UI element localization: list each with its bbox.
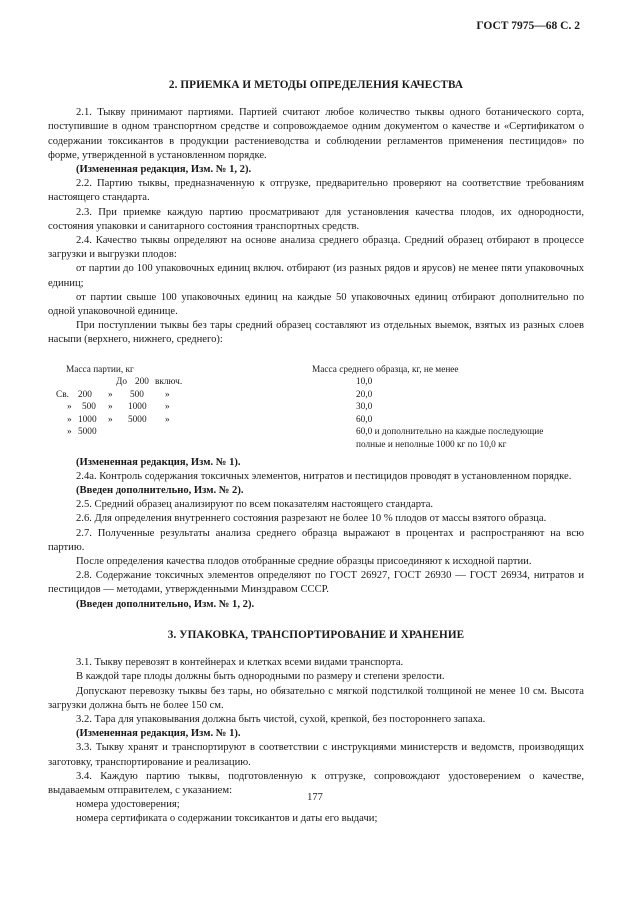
table-cell: 500 <box>130 389 144 400</box>
paragraph-2-6: 2.6. Для определения внутреннего состояния разрезают не более 10 % плодов от массы взятого образца. <box>76 513 547 525</box>
paragraph-2-7: 2.7. Полученные результаты анализа среднего образца выражают в процентах и распространяют на всю партию. <box>48 527 584 553</box>
section-3-title: 3. УПАКОВКА, ТРАНСПОРТИРОВАНИЕ И ХРАНЕНИЕ <box>167 628 465 641</box>
table-cell: 1000 <box>78 414 97 425</box>
table-cell: 200 <box>135 377 149 388</box>
table-cell: » <box>165 402 170 413</box>
paragraph-3-3: 3.3. Тыкву хранят и транспортируют в соответствии с инструкциями министерств и ведомств, производящих заготовку, транспортирование и реализацию. <box>48 742 584 768</box>
table-left-header: Масса партии, кг <box>66 364 134 375</box>
table-cell: » <box>67 402 72 413</box>
table-cell: » <box>108 414 113 425</box>
table-cell: 60,0 и дополнительно на каждые последующие <box>356 427 544 438</box>
table-cell: » <box>165 414 170 425</box>
table-cell: 60,0 <box>356 414 373 425</box>
table-cell: полные и неполные 1000 кг по 10,0 кг <box>356 440 507 451</box>
paragraph-2-5: 2.5. Средний образец анализируют по всем показателям настоящего стандарта. <box>76 499 434 511</box>
table-cell: 10,0 <box>356 377 373 388</box>
amendment-note: (Введен дополнительно, Изм. № 2). <box>76 485 244 497</box>
document-body <box>48 78 584 827</box>
paragraph-3-4: 3.4. Каждую партию тыквы, подготовленную к отгрузке, сопровождают удостоверением о качестве, выдаваемым отправителем, с указанием: <box>48 770 584 796</box>
table-cell: Св. <box>56 389 69 400</box>
paragraph-2-2: 2.2. Партию тыквы, предназначенную к отгрузке, предварительно проверяют на соответствие требованиям настоящего стандарта. <box>48 178 584 204</box>
paragraph-2-4-item: от партии до 100 упаковочных единиц включ. отбирают (из разных рядов и ярусов) не менее пяти упаковочных единиц; <box>48 263 584 289</box>
paragraph-2-4-item: от партии свыше 100 упаковочных единиц на каждые 50 упаковочных единиц отбирают дополнительно по одной упаковочной единице. <box>48 291 584 318</box>
table-cell: » <box>108 402 113 413</box>
paragraph-3-4-item: номера удостоверения; <box>76 799 180 811</box>
sample-mass-table <box>48 364 584 451</box>
table-cell: 30,0 <box>356 402 373 413</box>
section-2-title: 2. ПРИЕМКА И МЕТОДЫ ОПРЕДЕЛЕНИЯ КАЧЕСТВА <box>168 79 464 91</box>
amendment-note: (Введен дополнительно, Изм. № 1, 2). <box>76 598 255 610</box>
paragraph-3-2: 3.2. Тара для упаковывания должна быть чистой, сухой, крепкой, без постороннего запаха. <box>76 713 486 725</box>
table-cell: включ. <box>155 377 183 388</box>
table-cell: » <box>165 389 170 400</box>
page-number: 177 <box>307 792 323 803</box>
amendment-note: (Измененная редакция, Изм. № 1, 2). <box>76 164 252 176</box>
table-cell: » <box>108 389 113 400</box>
paragraph-2-4a: 2.4а. Контроль содержания токсичных элементов, нитратов и пестицидов проводят в установленном порядке. <box>76 470 572 482</box>
amendment-note: (Измененная редакция, Изм. № 1). <box>76 728 241 740</box>
table-cell: » <box>67 414 72 425</box>
table-cell: До <box>116 377 127 388</box>
paragraph-3-1-cont: Допускают перевозку тыквы без тары, но обязательно с мягкой подстилкой толщиной не менее 10 см. Высота загрузки должна быть не более 150 см. <box>48 685 584 711</box>
paragraph-2-4: 2.4. Качество тыквы определяют на основе анализа среднего образца. Средний образец отбирают в процессе загрузки и выгрузки плодов: <box>48 235 584 261</box>
paragraph-3-1-cont: В каждой таре плоды должны быть однородными по размеру и степени зрелости. <box>76 671 445 683</box>
paragraph-3-4-item: номера сертификата о содержании токсикантов и даты его выдачи; <box>76 813 378 825</box>
paragraph-2-1: 2.1. Тыкву принимают партиями. Партией считают любое количество тыквы одного ботанического сорта, поступившие в одном транспортном средстве и сопровождаемое одним документом о качестве и «Сертификатом о содержании токсикантов в продукции растениеводства и соблюдении регламентов применения пестицидов» по форме, утвержденной в установленном порядке. <box>48 107 584 161</box>
page-header: ГОСТ 7975—68 С. 2 <box>476 20 580 32</box>
table-cell: 20,0 <box>356 389 373 400</box>
paragraph-3-1: 3.1. Тыкву перевозят в контейнерах и клетках всеми видами транспорта. <box>76 657 404 669</box>
table-cell: 200 <box>78 389 92 400</box>
paragraph-2-4-bulk: При поступлении тыквы без тары средний образец составляют из отдельных выемок, взятых из разных слоев насыпи (верхнего, нижнего, среднего): <box>48 320 584 346</box>
paragraph-2-8: 2.8. Содержание токсичных элементов определяют по ГОСТ 26927, ГОСТ 26930 — ГОСТ 26934, нитратов и пестицидов — методами, утвержденными Минздравом СССР. <box>48 570 584 596</box>
table-cell: » <box>67 427 72 438</box>
table-cell: 500 <box>82 402 96 413</box>
amendment-note: (Измененная редакция, Изм. № 1). <box>76 456 241 468</box>
paragraph-2-3: 2.3. При приемке каждую партию просматривают для установления качества плодов, их однородности, состояния упаковки и санитарного состояния транспортных средств. <box>48 206 584 232</box>
table-right-header: Масса среднего образца, кг, не менее <box>312 364 459 375</box>
table-cell: 1000 <box>128 402 147 413</box>
table-cell: 5000 <box>78 427 97 438</box>
table-cell: 5000 <box>128 414 147 425</box>
paragraph-2-7-cont: После определения качества плодов отобранные средние образцы присоединяют к исходной партии. <box>76 556 532 568</box>
